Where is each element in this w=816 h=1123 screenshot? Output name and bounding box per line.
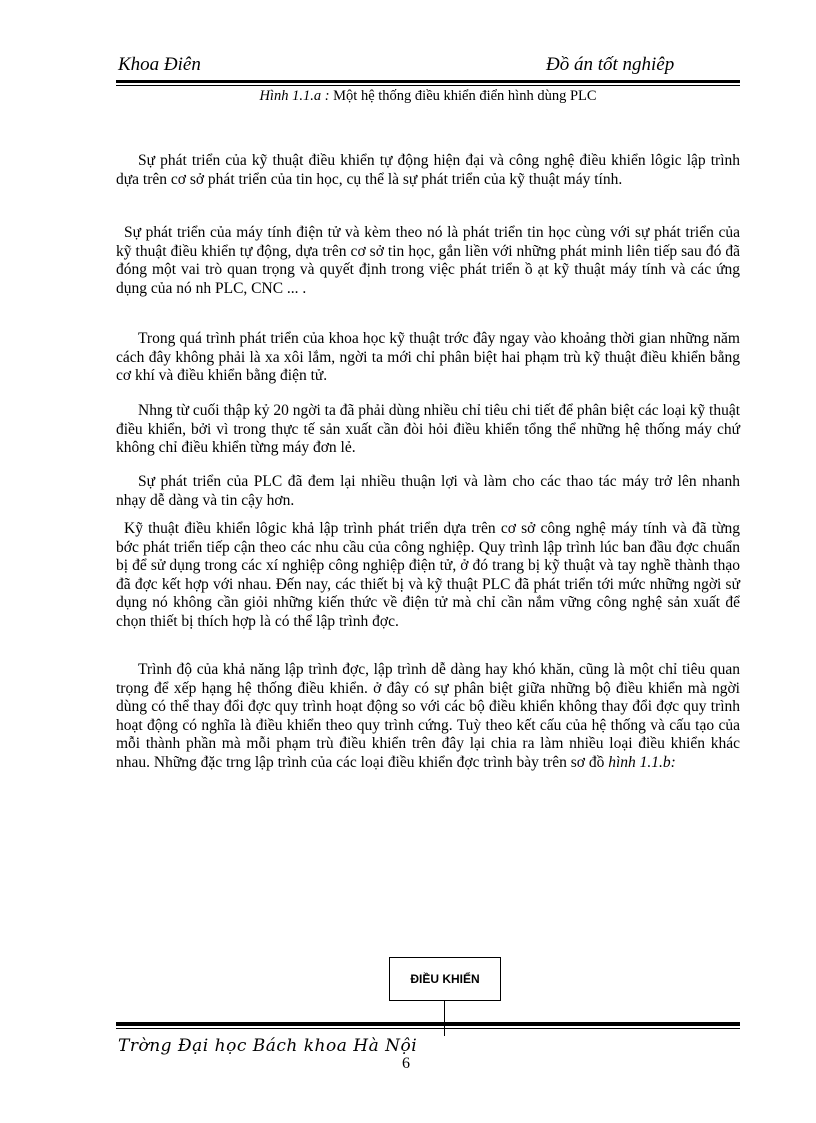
footer-rule bbox=[116, 1022, 740, 1029]
footer-university: Trờng Đại học Bách khoa Hà Nội bbox=[118, 1036, 418, 1056]
page-number: 6 bbox=[402, 1055, 410, 1072]
paragraph-1: Sự phát triển của kỹ thuật điều khiển tự động hiện đại và công nghệ điều khiển lôgic lập trình dựa trên cơ sở phát triển của tin học, cụ thể là sự phát triển của kỹ thuật máy tính. bbox=[116, 152, 740, 188]
figure-reference: hình 1.1.b: bbox=[608, 753, 676, 771]
paragraph-3: Trong quá trình phát triển của khoa học kỹ thuật trớc đây ngay vào khoảng thời gian những năm cách đây không phải là xa xôi lắm, ngời ta mới chỉ phân biệt hai phạm trù kỹ thuật điều khiển bằng cơ khí và điều khiển bằng điện tử. bbox=[116, 330, 740, 385]
paragraph-4: Nhng từ cuối thập kỷ 20 ngời ta đã phải dùng nhiều chỉ tiêu chi tiết để phân biệt các loại kỹ thuật điều khiển, bởi vì trong thực tế sản xuất cần đòi hỏi điều khiển tổng thể những hệ thống máy chứ không chỉ điều khiển từng máy đơn lẻ. bbox=[116, 402, 741, 457]
paragraph-2: Sự phát triển của máy tính điện tử và kèm theo nó là phát triển tin học cùng với sự phát triển của kỹ thuật điều khiển tự động, dựa trên cơ sở tin học, gắn liền với những phát minh liên tiếp sau đó đã đóng một vai trò quan trọng và quyết định trong việc phát triển ồ ạt kỹ thuật máy tính và các ứng dụng của nó nh PLC, CNC ... . bbox=[116, 224, 740, 297]
header-rule bbox=[116, 80, 740, 86]
paragraph-6: Kỹ thuật điều khiển lôgic khả lập trình phát triển dựa trên cơ sở công nghệ máy tính và đã từng bớc phát triển tiếp cận theo các nhu cầu của công nghiệp. Quy trình lập trình lúc ban đầu đợc chuẩn bị để sử dụng trong các xí nghiệp công nghiệp điện tử, ở đó trang bị kỹ thuật và tay nghề thành thạo đã đợc kết hợp với nhau. Đến nay, các thiết bị và kỹ thuật PLC đã phát triển tới mức những ngời sử dụng nó không cần giỏi những kiến thức về điện tử mà chỉ cần nắm vững công nghệ sản xuất để chọn thiết bị thích hợp là có thể lập trình đợc. bbox=[116, 520, 740, 630]
figure-caption-label: Hình 1.1.a : bbox=[259, 88, 330, 104]
paragraph-5: Sự phát triển của PLC đã đem lại nhiều thuận lợi và làm cho các thao tác máy trở lên nhanh nhạy dễ dàng và tin cậy hơn. bbox=[116, 473, 740, 509]
controller-box-label: ĐIỀU KHIỂN bbox=[410, 972, 480, 986]
figure-caption-text: Một hệ thống điều khiển điển hình dùng PLC bbox=[329, 88, 597, 104]
header-document-type: Đồ án tốt nghiêp bbox=[546, 54, 675, 75]
paragraph-7-text: Trình độ của khả năng lập trình đợc, lập trình dễ dàng hay khó khăn, cũng là một chỉ tiêu quan trọng để xếp hạng hệ thống điều khiển. ở đây có sự phân biệt giữa những bộ điều khiển mà ngời dùng có thể thay đổi đợc quy trình hoạt động so với các bộ điều khiển không thay đổi đợc quy trình hoạt động có nghĩa là điều khiển theo quy trình cứng. Tuỳ theo kết cấu của hệ thống và cấu tạo của mỗi thành phần mà mỗi phạm trù điều khiển trên đây lại chia ra làm nhiều loại điều khiển khác nhau. Những đặc trng lập trình của các loại điều khiển đợc trình bày trên sơ đồ bbox=[116, 661, 740, 771]
figure-caption bbox=[116, 88, 740, 105]
connector-line bbox=[444, 1000, 445, 1036]
paragraph-7 bbox=[116, 661, 740, 773]
header-department: Khoa Điên bbox=[118, 54, 201, 75]
controller-box bbox=[389, 957, 501, 1001]
